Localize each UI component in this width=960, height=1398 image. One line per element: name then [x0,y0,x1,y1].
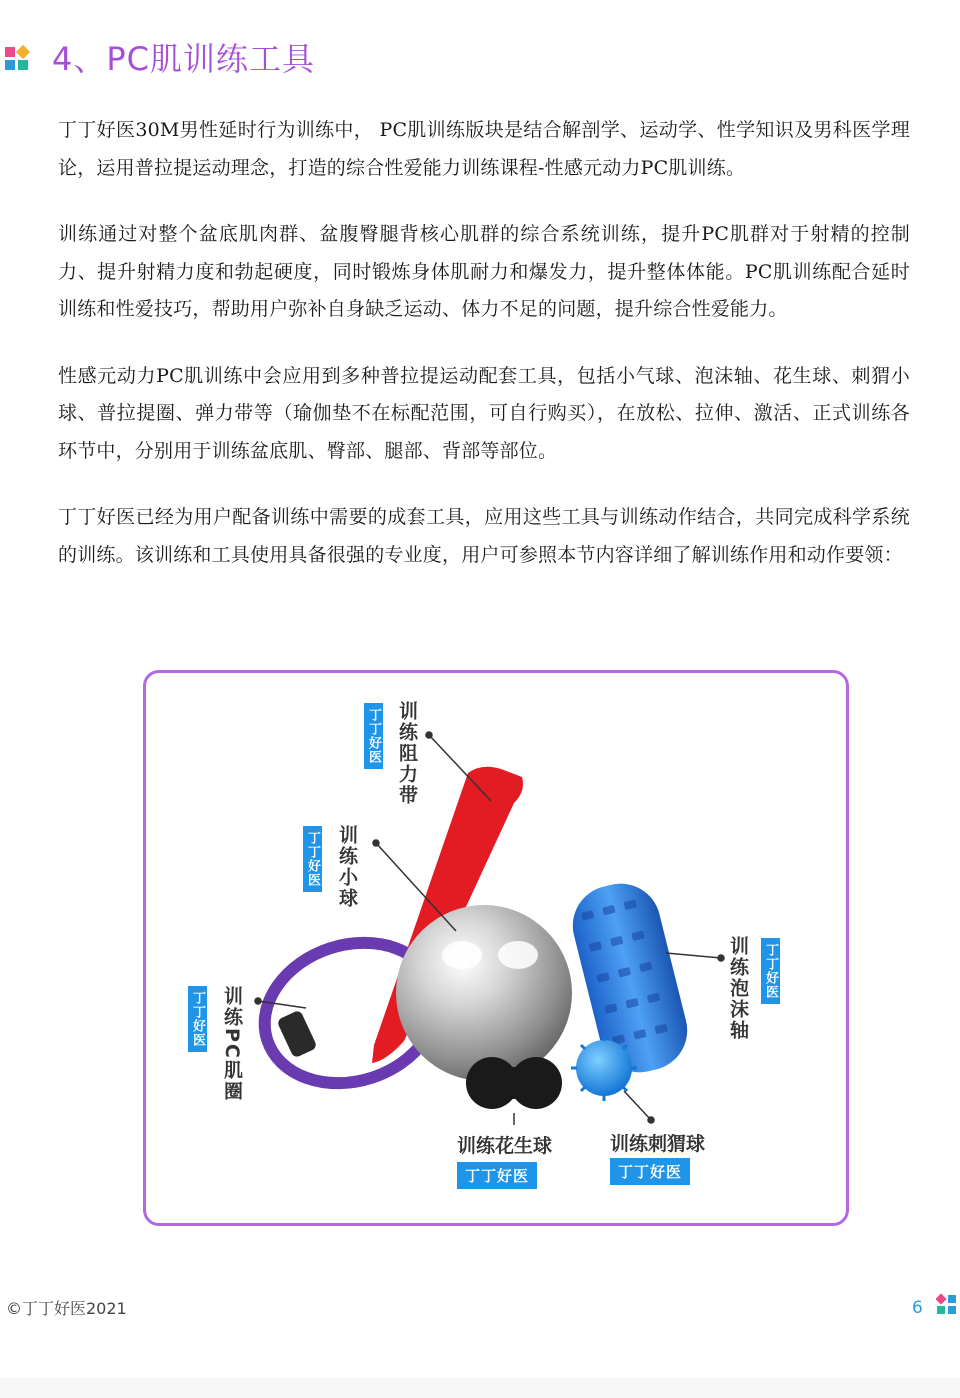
brand-badge-spiky: 丁丁好医 [610,1158,690,1185]
paragraph-summary: 丁丁好医已经为用户配备训练中需要的成套工具，应用这些工具与训练动作结合，共同完成科学系统的训练。该训练和工具使用具备很强的专业度，用户可参照本节内容详细了解训练作用和动作要领： [58,506,910,566]
label-foam-roller: 训练泡沫轴 [727,936,749,1041]
label-pc-ring: 训练PC肌圈 [221,986,243,1102]
label-small-ball: 训练小球 [336,825,358,909]
label-resistance-band: 训练阻力带 [396,701,418,806]
footer-copyright: ©丁丁好医2021 [6,1299,127,1318]
paragraph-intro: 丁丁好医30M男性延时行为训练中， PC肌训练版块是结合解剖学、运动学、性学知识及男科医学理论，运用普拉提运动理念，打造的综合性爱能力训练课程-性感元动力PC肌训练。 [58,119,910,179]
paragraph-training: 训练通过对整个盆底肌肉群、盆腹臀腿背核心肌群的综合系统训练，提升PC肌群对于射精的控制力、提升射精力度和勃起硬度，同时锻炼身体肌耐力和爆发力，提升整体体能。PC肌训练配合延时训练和性爱技巧，帮助用户弥补自身缺乏运动、体力不足的问题，提升综合性爱能力。 [58,223,910,320]
label-spiky-ball: 训练刺猬球 [610,1133,706,1155]
paragraph-tools: 性感元动力PC肌训练中会应用到多种普拉提运动配套工具，包括小气球、泡沫轴、花生球、刺猬小球、普拉提圈、弹力带等（瑜伽垫不在标配范围，可自行购买），在放松、拉伸、激活、正式训练各环节中，分别用于训练盆底肌、臀部、腿部、背部等部位。 [58,364,910,462]
brand-badge-roller: 丁丁好医 [761,938,780,1004]
page-number: 6 [912,1298,923,1318]
body-text [58,112,910,603]
pilates-ball-icon [396,905,572,1081]
brand-badge-band: 丁丁好医 [364,703,383,769]
four-square-logo-icon [936,1293,960,1317]
section-title: 4、PC肌训练工具 [52,40,316,78]
bottom-strip [0,1378,960,1398]
brand-badge-ball: 丁丁好医 [303,826,322,892]
brand-badge-ring: 丁丁好医 [188,986,207,1052]
four-square-logo-icon [4,44,34,74]
label-peanut-ball: 训练花生球 [457,1135,553,1157]
tools-figure [143,670,849,1226]
brand-badge-peanut: 丁丁好医 [457,1162,537,1189]
